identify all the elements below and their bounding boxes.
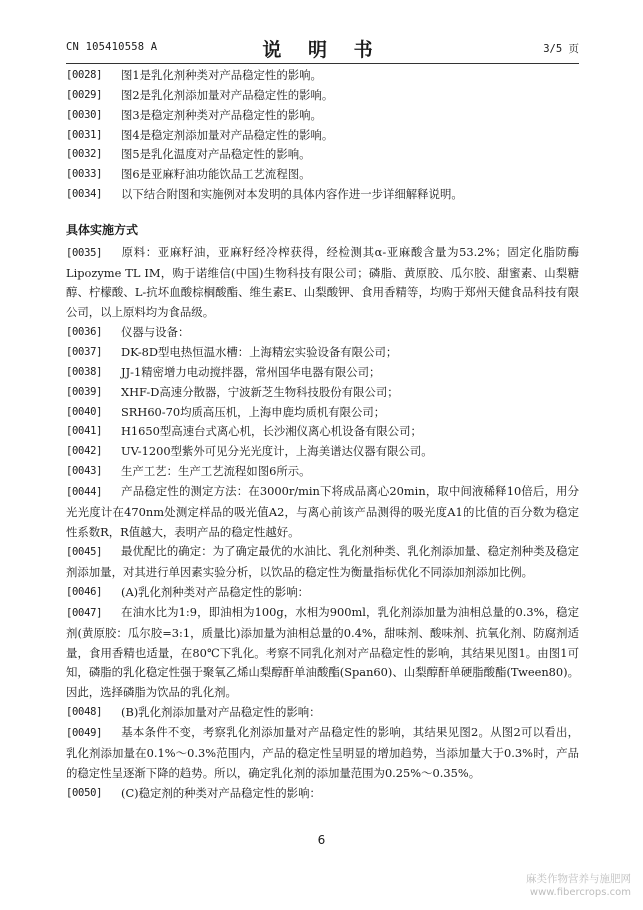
paragraph <box>66 784 579 804</box>
watermark <box>526 873 631 899</box>
paragraph-text: 基本条件不变，考察乳化剂添加量对产品稳定性的影响，其结果见图2。从图2可以看出，乳化剂添加量在0.1%～0.3%范围内，产品的稳定性呈明显的增加趋势，当添加量大于0.3%时，产品的稳定性呈逐渐下降的趋势。所以，确定乳化剂的添加量范围为0.25%～0.35%。 <box>66 725 579 780</box>
paragraph-text: JJ-1精密增力电动搅拌器，常州国华电器有限公司； <box>121 364 381 379</box>
paragraph-text: 图6是亚麻籽油功能饮品工艺流程图。 <box>121 167 311 182</box>
paragraph-number: [0047] <box>66 606 103 619</box>
paragraph-number: [0037] <box>66 345 103 358</box>
patent-id: CN 105410558 A <box>66 41 158 53</box>
paragraph-number: [0039] <box>66 385 103 398</box>
document-title: 说 明 书 <box>262 39 383 61</box>
paragraph-text: 产品稳定性的测定方法：在3000r/min下将成品离心20min，取中间液稀释10倍后，用分光光度计在470nm处测定样品的吸光值A2，与离心前该产品测得的吸光度A1的比值的百分数为稳定性系数R，R值越大，表明产品的稳定性越好。 <box>66 483 579 539</box>
paragraph-number: [0031] <box>66 128 103 141</box>
paragraph-number: [0028] <box>66 69 103 81</box>
paragraph <box>66 603 579 703</box>
paragraph-number: [0045] <box>66 546 103 559</box>
paragraph-text: 在油水比为1:9，即油相为100g，水相为900ml，乳化剂添加量为油相总量的0.3%，稳定剂(黄原胶：瓜尔胶=3:1，质量比)添加量为油相总量的0.4%，甜味剂、酸味剂、抗氧化剂、防腐剂适量，食用香精也适量，在80℃下乳化。考察不同乳化剂对产品稳定性的影响，其结果见图1。由图1可知，磷脂的乳化稳定性强于聚氧乙烯山梨醇酐单油酸酯(Span60)、山梨醇酐单硬脂酸酯(Tween80)。因此，选择磷脂为饮品的乳化剂。 <box>66 604 579 700</box>
paragraph <box>66 482 579 543</box>
paragraph <box>66 462 579 482</box>
paragraph <box>66 723 579 784</box>
paragraph-text: 最优配比的确定：为了确定最优的水油比、乳化剂种类、乳化剂添加量、稳定剂种类及稳定剂添加量，对其进行单因素实验分析，以饮品的稳定性为衡量指标优化不同添加剂添加比例。 <box>66 544 579 580</box>
paragraph <box>66 343 579 363</box>
paragraph-text: DK-8D型电热恒温水槽：上海精宏实验设备有限公司； <box>121 344 398 359</box>
paragraph-text: 仪器与设备： <box>121 325 190 340</box>
paragraph-number: [0041] <box>66 425 103 438</box>
paragraph-text: (A)乳化剂种类对产品稳定性的影响： <box>121 585 309 600</box>
document-body <box>66 66 579 803</box>
paragraph-number: [0044] <box>66 485 103 498</box>
embodiment-list <box>66 243 579 804</box>
paragraph-number: [0033] <box>66 168 103 181</box>
paragraph-text: (C)稳定剂的种类对产品稳定性的影响： <box>121 785 321 800</box>
paragraph-number: [0049] <box>66 727 103 739</box>
page-number: 6 <box>317 833 326 847</box>
paragraph <box>66 106 579 126</box>
paragraph <box>66 185 579 205</box>
paragraph-number: [0043] <box>66 465 103 478</box>
page-indicator: 3/5 页 <box>543 43 579 55</box>
paragraph <box>66 583 579 603</box>
paragraph-number: [0032] <box>66 148 103 161</box>
paragraph-text: SRH60-70均质高压机，上海申鹿均质机有限公司； <box>121 404 386 419</box>
paragraph <box>66 703 579 723</box>
watermark-site-name: 麻类作物营养与施肥网 <box>526 873 631 885</box>
paragraph-number: [0040] <box>66 405 103 418</box>
paragraph-number: [0035] <box>66 246 103 259</box>
page-header <box>66 33 579 63</box>
paragraph <box>66 126 579 146</box>
paragraph <box>66 422 579 442</box>
paragraph-text: 图4是稳定剂添加量对产品稳定性的影响。 <box>121 127 334 142</box>
paragraph-text: 图5是乳化温度对产品稳定性的影响。 <box>121 147 311 162</box>
paragraph-text: 图1是乳化剂种类对产品稳定性的影响。 <box>121 68 322 82</box>
paragraph <box>66 243 579 323</box>
paragraph-number: [0034] <box>66 188 103 201</box>
paragraph <box>66 542 579 583</box>
paragraph-number: [0029] <box>66 88 103 101</box>
paragraph-number: [0050] <box>66 786 103 799</box>
paragraph <box>66 363 579 383</box>
paragraph <box>66 145 579 165</box>
paragraph-text: 图2是乳化剂添加量对产品稳定性的影响。 <box>121 87 334 102</box>
header-rule <box>66 63 579 64</box>
paragraph-text: 图3是稳定剂种类对产品稳定性的影响。 <box>121 107 322 122</box>
paragraph <box>66 383 579 403</box>
paragraph-number: [0046] <box>66 586 103 599</box>
paragraph <box>66 403 579 423</box>
paragraph-text: 以下结合附图和实施例对本发明的具体内容作进一步详细解释说明。 <box>121 187 463 202</box>
paragraph-number: [0042] <box>66 445 103 458</box>
watermark-url: www.fibercrops.com <box>529 887 631 898</box>
figure-description-list <box>66 66 579 205</box>
paragraph-text: XHF-D高速分散器，宁波新芝生物科技股份有限公司； <box>121 384 399 399</box>
paragraph-number: [0036] <box>66 326 103 339</box>
paragraph-text: 原料：亚麻籽油，亚麻籽经冷榨获得，经检测其α-亚麻酸含量为53.2%；固定化脂防酶Lipozyme TL IM，购于诺维信(中国)生物科技有限公司；磷脂、黄原胶、瓜尔胶、甜蜜素、山梨糖醇、柠檬酸、L-抗坏血酸棕榈酸酯、维生素E、山梨酸钾、食用香精等，均购于郑州天健食品科技有限公司，以上原料均为食品级。 <box>66 244 579 320</box>
section-title: 具体实施方式 <box>66 222 139 237</box>
paragraph <box>66 165 579 185</box>
paragraph-number: [0048] <box>66 706 103 719</box>
paragraph <box>66 66 579 86</box>
paragraph-text: UV-1200型紫外可见分光光度计，上海美谱达仪器有限公司。 <box>121 444 433 459</box>
paragraph-text: 生产工艺：生产工艺流程如图6所示。 <box>121 464 311 479</box>
paragraph-number: [0038] <box>66 365 103 378</box>
paragraph-text: H1650型高速台式离心机，长沙湘仪离心机设备有限公司； <box>121 424 422 439</box>
paragraph <box>66 442 579 462</box>
paragraph <box>66 86 579 106</box>
paragraph-text: (B)乳化剂添加量对产品稳定性的影响： <box>121 705 321 720</box>
paragraph-number: [0030] <box>66 108 103 121</box>
paragraph <box>66 323 579 343</box>
